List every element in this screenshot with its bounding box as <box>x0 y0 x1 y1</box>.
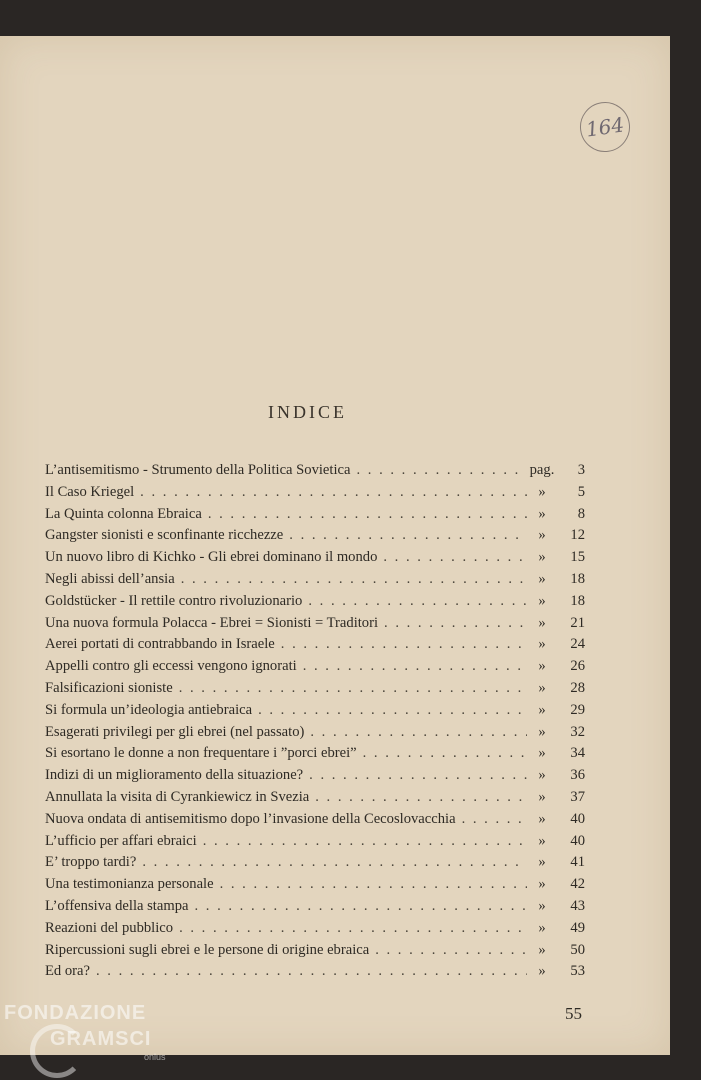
table-of-contents <box>45 462 585 985</box>
leader-dots <box>181 571 527 588</box>
toc-entry-page: 50 <box>570 941 585 958</box>
toc-entry-marker: » <box>538 679 546 696</box>
watermark-line3: onlus <box>144 1052 166 1062</box>
toc-entry <box>45 462 585 484</box>
toc-entry-page: 32 <box>570 723 585 740</box>
toc-entry <box>45 680 585 702</box>
toc-entry-title: Nuova ondata di antisemitismo dopo l’invasione della Cecoslovacchia <box>45 810 456 827</box>
toc-entry <box>45 702 585 724</box>
toc-entry-title: Si esortano le donne a non frequentare i ”porci ebrei” <box>45 745 357 762</box>
watermark-line2: GRAMSCI <box>50 1028 152 1050</box>
toc-entry-page: 49 <box>570 919 585 936</box>
toc-entry-marker: » <box>538 810 546 827</box>
leader-dots <box>363 745 527 762</box>
toc-entry <box>45 593 585 615</box>
toc-entry-marker: » <box>538 636 546 653</box>
toc-entry <box>45 920 585 942</box>
leader-dots <box>308 593 527 610</box>
leader-dots <box>384 615 527 632</box>
toc-entry-marker: » <box>538 592 546 609</box>
toc-entry-page: 43 <box>570 897 585 914</box>
leader-dots <box>383 549 527 566</box>
watermark-line1: FONDAZIONE <box>4 1002 147 1024</box>
toc-entry-title: Aerei portati di contrabbando in Israele <box>45 636 275 653</box>
toc-entry <box>45 484 585 506</box>
toc-entry-title: L’antisemitismo - Strumento della Politica Sovietica <box>45 462 351 478</box>
toc-entry-marker: » <box>538 919 546 936</box>
toc-entry <box>45 767 585 789</box>
toc-entry-title: Appelli contro gli eccessi vengono ignorati <box>45 658 297 675</box>
leader-dots <box>303 658 527 675</box>
toc-entry-title: Il Caso Kriegel <box>45 483 135 500</box>
toc-entry-title: Goldstücker - Il rettile contro rivoluzionario <box>45 592 303 609</box>
leader-dots <box>356 462 527 479</box>
leader-dots <box>203 833 527 850</box>
toc-entry-title: Ed ora? <box>45 963 90 980</box>
toc-entry-marker: » <box>538 876 546 893</box>
toc-entry <box>45 506 585 528</box>
page-title: INDICE <box>268 402 347 422</box>
toc-entry <box>45 811 585 833</box>
toc-entry-page: 12 <box>570 527 585 544</box>
toc-entry-title: Indizi di un miglioramento della situazione? <box>45 767 304 784</box>
toc-entry-marker: » <box>538 527 546 544</box>
leader-dots <box>289 527 527 544</box>
toc-entry-title: Un nuovo libro di Kichko - Gli ebrei dominano il mondo <box>45 549 378 566</box>
toc-entry-page: 21 <box>570 614 585 631</box>
toc-entry-title: Negli abissi dell’ansia <box>45 570 175 587</box>
toc-entry-page: 8 <box>577 505 585 522</box>
toc-entry <box>45 636 585 658</box>
toc-entry-page: 26 <box>570 658 585 675</box>
leader-dots <box>462 811 527 828</box>
leader-dots <box>194 898 527 915</box>
leader-dots <box>96 963 527 980</box>
leader-dots <box>281 636 527 653</box>
toc-entry <box>45 854 585 876</box>
leader-dots <box>208 506 527 523</box>
leader-dots <box>375 942 527 959</box>
toc-entry-title: L’ufficio per affari ebraici <box>45 832 197 849</box>
leader-dots <box>315 789 527 806</box>
toc-entry-title: Esagerati privilegi per gli ebrei (nel passato) <box>45 723 305 740</box>
toc-entry-title: La Quinta colonna Ebraica <box>45 505 202 522</box>
toc-entry-page: 34 <box>570 745 585 762</box>
toc-entry-marker: pag. <box>529 462 555 478</box>
toc-entry-page: 3 <box>577 462 585 478</box>
toc-entry-title: Annullata la visita di Cyrankiewicz in Svezia <box>45 788 310 805</box>
leader-dots <box>220 876 527 893</box>
handwritten-folio-mark: 164 <box>577 99 633 155</box>
toc-entry <box>45 963 585 985</box>
toc-entry <box>45 745 585 767</box>
toc-entry <box>45 898 585 920</box>
toc-entry <box>45 789 585 811</box>
leader-dots <box>142 854 527 871</box>
leader-dots <box>258 702 527 719</box>
toc-entry-marker: » <box>538 723 546 740</box>
leader-dots <box>309 767 527 784</box>
toc-entry-marker: » <box>538 658 546 675</box>
toc-entry-page: 40 <box>570 810 585 827</box>
toc-entry-page: 37 <box>570 788 585 805</box>
toc-entry-page: 18 <box>570 592 585 609</box>
leader-dots <box>179 920 527 937</box>
toc-entry-title: Si formula un’ideologia antiebraica <box>45 701 253 718</box>
toc-entry-marker: » <box>538 505 546 522</box>
toc-entry-title: Reazioni del pubblico <box>45 919 174 936</box>
toc-entry-page: 40 <box>570 832 585 849</box>
toc-entry-title: Gangster sionisti e sconfinante ricchezze <box>45 527 284 544</box>
toc-entry-page: 28 <box>570 679 585 696</box>
toc-entry-title: E’ troppo tardi? <box>45 854 137 871</box>
page-number: 55 <box>565 1004 582 1023</box>
toc-entry-title: Una testimonianza personale <box>45 876 214 893</box>
toc-entry-page: 15 <box>570 549 585 566</box>
toc-entry-title: L’offensiva della stampa <box>45 897 189 914</box>
toc-entry-marker: » <box>538 767 546 784</box>
toc-entry-marker: » <box>538 788 546 805</box>
toc-entry-marker: » <box>538 570 546 587</box>
toc-entry <box>45 615 585 637</box>
toc-entry <box>45 724 585 746</box>
watermark <box>4 1002 166 1062</box>
toc-entry-page: 24 <box>570 636 585 653</box>
toc-entry-marker: » <box>538 854 546 871</box>
toc-entry <box>45 527 585 549</box>
toc-entry <box>45 658 585 680</box>
document-page <box>0 36 670 1055</box>
toc-entry <box>45 876 585 898</box>
toc-entry-marker: » <box>538 483 546 500</box>
toc-entry-marker: » <box>538 941 546 958</box>
toc-entry <box>45 571 585 593</box>
toc-entry-page: 41 <box>570 854 585 871</box>
toc-entry-marker: » <box>538 614 546 631</box>
toc-entry <box>45 833 585 855</box>
leader-dots <box>310 724 527 741</box>
toc-entry-page: 42 <box>570 876 585 893</box>
toc-entry-page: 36 <box>570 767 585 784</box>
toc-entry-page: 29 <box>570 701 585 718</box>
toc-entry <box>45 549 585 571</box>
toc-entry-page: 53 <box>570 963 585 980</box>
toc-entry <box>45 942 585 964</box>
toc-entry-page: 5 <box>577 483 585 500</box>
toc-entry-marker: » <box>538 897 546 914</box>
toc-entry-page: 18 <box>570 570 585 587</box>
leader-dots <box>140 484 527 501</box>
toc-entry-title: Ripercussioni sugli ebrei e le persone di origine ebraica <box>45 941 370 958</box>
toc-entry-title: Una nuova formula Polacca - Ebrei = Sionisti = Traditori <box>45 614 379 631</box>
toc-entry-marker: » <box>538 701 546 718</box>
leader-dots <box>179 680 527 697</box>
toc-entry-marker: » <box>538 832 546 849</box>
toc-entry-marker: » <box>538 745 546 762</box>
toc-entry-marker: » <box>538 549 546 566</box>
toc-entry-marker: » <box>538 963 546 980</box>
toc-entry-title: Falsificazioni sioniste <box>45 679 173 696</box>
